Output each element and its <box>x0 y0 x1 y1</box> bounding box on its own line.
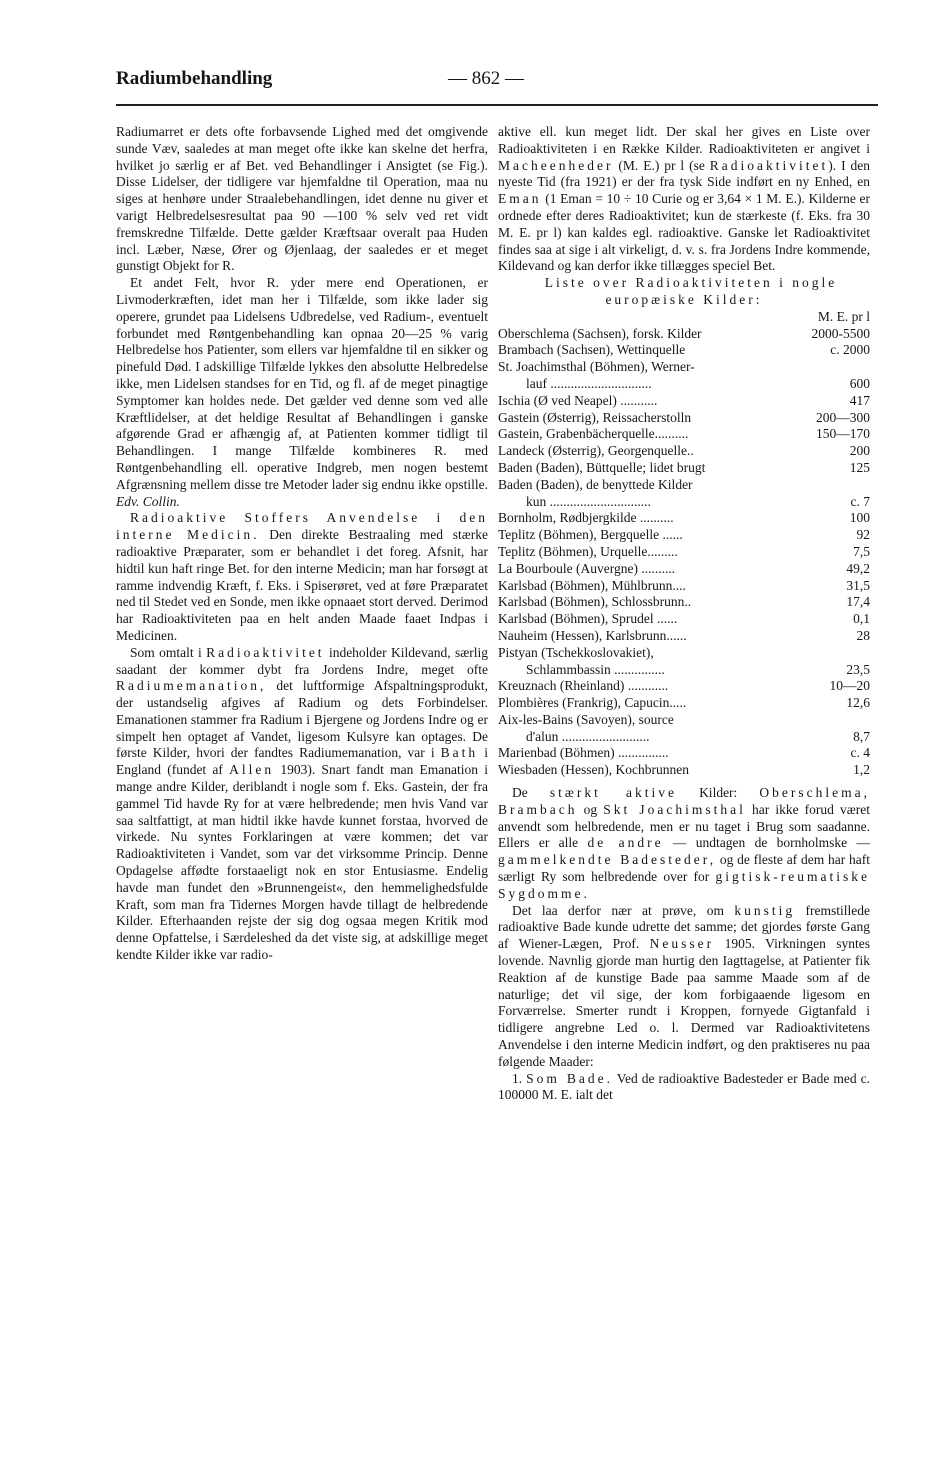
source-name: Karlsbad (Böhmen), Schlossbrunn.. <box>498 594 692 610</box>
source-row <box>498 393 870 410</box>
source-row <box>498 695 870 712</box>
source-name: St. Joachimsthal (Böhmen), Werner- <box>498 359 695 375</box>
source-value: 7,5 <box>853 543 870 559</box>
source-value: c. 2000 <box>830 342 870 358</box>
emphasis: stærkt aktive <box>549 785 677 801</box>
source-row <box>498 645 870 662</box>
source-row <box>498 494 870 511</box>
source-name: Kreuznach (Rheinland) ............ <box>498 678 669 694</box>
source-row <box>498 376 870 393</box>
list-heading: Liste over Radioaktiviteten i nogle europæiske Kilder: <box>544 275 838 307</box>
paragraph-text: Den direkte Bestraaling med stærke radioaktive Præparater, som er behandlet i det foreg. Afsnit, har hidtil kun haft ringe Bet. for den interne Medicin; man har forsøgt at ramme indvendig Kræft, f. Eks. i Spiserøret, ved at føre Præparatet ned til Stedet ved en Sonde, men ikke opnaaet stort derved. Derimod har Radioaktiviteten paa en helt anden Maade faaet Indpas i Medicinen. <box>116 527 488 643</box>
source-name: Baden (Baden), de benyttede Kilder <box>498 476 693 492</box>
emphasis: kunstig <box>734 902 796 918</box>
source-value: c. 4 <box>850 745 870 761</box>
emphasis: gigtisk-reumatiske Sygdomme. <box>498 869 871 901</box>
source-name: Bornholm, Rødbjergkilde .......... <box>498 510 674 526</box>
paragraph-internal-medicine <box>116 510 488 644</box>
source-value: 1,2 <box>853 762 870 778</box>
text-run: 1905. Virkningen syntes lovende. Navnlig gjorde man hurtig den Iagttagelse, at Patienter fik Reaktion af de kunstige Bade paa samme Maade som af de naturlige; det vil sige, der kom forbigaaende ligesom en Forværrelse. Smerter rundt i Kroppen, fornyede Gigtanfald i tidligere angrebne Led o. l. Dermed var Radioaktivitetens Anvendelse i den interne Medicin indført, og den praktiseres nu paa følgende Maader: <box>498 936 870 1069</box>
emphasis: Som Bade. <box>526 1070 613 1086</box>
source-name: Ischia (Ø ved Neapel) ........... <box>498 392 658 408</box>
emphasis: Radiumemanation, <box>116 678 267 694</box>
left-column <box>116 124 488 964</box>
source-value: 125 <box>849 459 870 475</box>
source-row <box>498 594 870 611</box>
paragraph-radium-scar: Radiumarret er dets ofte forbavsende Lighed med det omgivende sunde Væv, saaledes at man meget ofte ikke kan skelne det herfra, hvilket jo særlig er af Bet. ved Behandlinger i Ansigtet (se Fig.). Disse Lidelser, der tidligere var hjemfaldne til Operation, maa nu siges at henhøre under Straalebehandlingen, idet denne nu giver et varigt Helbredelsesresultat paa 90 —100 % selv ved ret vidt fremskredne Tilfælde. Dette gælder Kræftsaar overalt paa Huden incl. Læber, Næse, Ører og Øjenlaag, der saaledes er et meget gunstigt Objekt for R. <box>116 124 488 274</box>
text-run: aktive ell. kun meget lidt. Der skal her gives en Liste over Radioaktiviteten i en Række Kilder. Radioaktiviteten er angivet i <box>498 124 870 156</box>
source-value: 200—300 <box>816 409 870 425</box>
emphasis: Skt Joachimsthal <box>603 801 746 817</box>
source-value: 28 <box>856 627 870 643</box>
page-number: — 862 — <box>448 68 524 89</box>
source-value <box>798 359 870 376</box>
text-run: i England (fundet af <box>116 745 489 778</box>
section-heading: Radioaktive Stoffers Anvendelse i den interne Medicin. <box>116 510 488 543</box>
source-value: 200 <box>849 443 870 459</box>
source-value: 100 <box>849 510 870 526</box>
source-name: Brambach (Sachsen), Wettinquelle <box>498 342 686 358</box>
author-signature: Edv. Collin. <box>116 493 180 509</box>
source-row <box>498 342 870 359</box>
source-name: kun .............................. <box>526 493 651 509</box>
source-name: Baden (Baden), Büttquelle; lidet brugt <box>498 459 706 475</box>
source-name: Nauheim (Hessen), Karlsbrunn...... <box>498 627 687 643</box>
text-run: Ved de radioaktive Badesteder er Bade med c. 100000 M. E. ialt det <box>498 1070 871 1103</box>
source-name: Oberschlema (Sachsen), forsk. Kilder <box>498 325 702 341</box>
text-run: 1903). Snart fandt man Emanation i mange andre Kilder, deriblandt i nogle som f. Eks. Gastein, der fra gammel Tid havde Ry for at være helbredende; men hvis Vand var saa saltfattigt, at man hidtil ikke havde kunnet forstaa, hvorved de virkede. Nu syntes Forklaringen at være kommen; det var Radioaktiviteten i Vandet, som var det virksomme Princip. Denne Opdagelse affødte forstaaeligt nok en stor Entusiasme. Endelig havde man fundet den »Brunnengeist«, den hemmelighedsfulde Kraft, som man fra Tidernes Morgen havde tillagt de helbredende Kilder. Efterhaanden rejste der sig dog ogsaa megen Kritik mod denne Opfattelse, i Særdeleshed da det viste sig, at adskillige meget kendte Kilder ikke var radio- <box>116 762 489 963</box>
source-name: Karlsbad (Böhmen), Sprudel ...... <box>498 611 678 627</box>
text-run: og <box>583 801 598 817</box>
source-value: 150—170 <box>816 426 870 442</box>
header-rule <box>116 104 878 106</box>
source-value: c. 7 <box>850 493 870 509</box>
text-run: Som omtalt i <box>130 644 202 660</box>
source-value: 12,6 <box>846 695 870 711</box>
paragraph-text: Et andet Felt, hvor R. yder mere end Operationen, er Livmoderkræften, idet man her i Tilfælde, som ikke lader sig operere, grundet paa Lidelsens Udbredelse, ved Radium-, eventuelt forbundet med Røntgenbehandling kan opnaa 20—25 % varig Helbredelse hos Patienter, som ellers var hjemfaldne til en sikker og pinefuld Død. I adskillige Tilfælde lykkes den absolutte Helbredelse ikke, men Lidelsen standses for en Tid, og fl. af de meget pinagtige Symptomer kan holdes nede. Det gælder ved denne som ved alle Kræftlidelser, at det heldige Resultat af Behandlingen i ganske afgørende Grad er afhængig af, at Patienten kommer tidligt til Behandlingen. I mange Tilfælde kombineres R. med Røntgenbehandling ell. operative Indgreb, men nogen bestemt Afgrænsning mellem disse tre Metoder lader sig endnu ikke opstille. <box>116 275 488 492</box>
source-name: Wiesbaden (Hessen), Kochbrunnen <box>498 762 690 778</box>
text-run: — undtagen de bornholmske — <box>672 835 870 851</box>
text-run: Det laa derfor nær at prøve, om <box>512 902 724 918</box>
source-row <box>498 729 870 746</box>
emphasis: Neusser <box>649 936 715 952</box>
running-title: Radiumbehandling <box>116 68 273 89</box>
source-row <box>498 611 870 628</box>
text-run: ). I den nyeste Tid (fra 1921) er der fra tysk Side indført en ny Enhed, en <box>498 157 871 190</box>
text-run: De <box>512 785 528 801</box>
source-row <box>498 527 870 544</box>
text-run: (M. E.) pr l (se <box>618 157 705 173</box>
source-value: 23,5 <box>846 661 870 677</box>
paragraph-artificial-baths <box>498 903 870 1071</box>
source-row <box>498 578 870 595</box>
source-row <box>498 477 870 494</box>
source-name: Schlammbassin ............... <box>526 661 665 677</box>
source-row <box>498 426 870 443</box>
source-value: 49,2 <box>846 560 870 576</box>
source-name: Pistyan (Tschekkoslovakiet), <box>498 644 654 660</box>
source-name: La Bourboule (Auvergne) .......... <box>498 560 676 576</box>
page-header <box>116 68 876 98</box>
source-name: Karlsbad (Böhmen), Mühlbrunn.... <box>498 577 686 593</box>
source-row <box>498 510 870 527</box>
source-row <box>498 678 870 695</box>
source-name: Landeck (Østerrig), Georgenquelle.. <box>498 443 694 459</box>
source-value: 17,4 <box>846 594 870 610</box>
source-name: Gastein (Østerrig), Reissacherstolln <box>498 409 692 425</box>
text-run: 1. <box>512 1070 523 1086</box>
source-row <box>498 762 870 779</box>
source-value: 600 <box>849 375 870 391</box>
text-run: (1 Eman = 10 ÷ 10 Curie og er 3,64 × 1 M. E.). Kilderne er ordnede efter deres Radioaktivitet; kun de stærkeste (f. Eks. fra 30 M. E. pr l) kan kaldes egl. radioaktive. Ganske let Radioaktivitet findes saa at sige i alt virkeligt, d. v. s. fra Jordens Indre kommende, Kildevand og kan derfor ikke tillægges speciel Bet. <box>498 191 870 274</box>
paragraph-list-intro <box>498 124 870 275</box>
text-run: fremstillede radioaktive Bade kunde udrette det samme; det gjordes første Gang af Wiener-Lægen, Prof. <box>498 902 871 952</box>
source-name: Teplitz (Böhmen), Bergquelle ...... <box>498 527 683 543</box>
paragraph-uterine-cancer <box>116 275 488 510</box>
source-row <box>498 662 870 679</box>
source-row <box>498 745 870 762</box>
source-value: 8,7 <box>853 728 870 744</box>
cross-reference: Radioaktivitet <box>206 644 325 660</box>
source-value: 31,5 <box>846 577 870 593</box>
emphasis: Oberschlema, Brambach <box>498 785 871 817</box>
paragraph-strong-sources <box>498 785 870 903</box>
text-run: det luftformige Afspaltningsprodukt, der ustandselig afgives af Radium og dets Forbindelser. Emanationen stammer fra Radium i Bjergene og Jordens Indre og er simpelt hen optaget af Vandet, ligesom Kulsyre kan optages. De første Kilder, hvori der fandtes Radiumemanation, var i <box>116 678 488 761</box>
list-unit: M. E. pr l <box>817 308 870 324</box>
emphasis: Bath <box>440 745 479 761</box>
source-name: d'alun .......................... <box>526 728 650 744</box>
source-row <box>498 628 870 645</box>
emphasis: Macheenheder <box>498 157 614 173</box>
paragraph-as-baths <box>498 1071 870 1105</box>
source-value: 10—20 <box>829 678 870 694</box>
source-row <box>498 712 870 729</box>
emphasis: Allen <box>229 762 275 778</box>
source-value: 2000-5500 <box>811 325 870 341</box>
source-name: Gastein, Grabenbächerquelle.......... <box>498 426 689 442</box>
source-row <box>498 460 870 477</box>
cross-reference: Radioaktivitet <box>709 157 829 173</box>
right-column <box>498 124 870 1104</box>
source-row <box>498 443 870 460</box>
source-value <box>798 477 870 494</box>
source-name: Aix-les-Bains (Savoyen), source <box>498 711 674 727</box>
source-value: 92 <box>856 527 870 543</box>
source-value <box>798 645 870 662</box>
text-run: og de fleste af dem har haft særligt Ry som helbredende over for <box>498 852 871 885</box>
source-row <box>498 544 870 561</box>
source-value: 417 <box>849 392 870 408</box>
source-row <box>498 561 870 578</box>
source-row <box>498 410 870 427</box>
emphasis: de andre <box>587 835 664 851</box>
source-name: Plombières (Frankrig), Capucin..... <box>498 695 687 711</box>
source-name: lauf .............................. <box>526 375 652 391</box>
source-name: Teplitz (Böhmen), Urquelle......... <box>498 543 678 559</box>
source-row <box>498 326 870 343</box>
emphasis: gammelkendte Badesteder, <box>498 852 717 868</box>
paragraph-spring-water <box>116 645 488 964</box>
text-run: indeholder Kildevand, særlig saadant der kommer dybt fra Jordens Indre, meget ofte <box>116 644 488 677</box>
source-value: 0,1 <box>853 611 870 627</box>
emphasis: Eman <box>498 191 542 207</box>
source-value <box>798 712 870 729</box>
text-run: Kilder: <box>699 785 738 801</box>
source-row <box>498 359 870 376</box>
text-run: har ikke forud været anvendt som helbredende, men er nu taget i Brug som saadanne. Ellers er alle <box>498 801 871 851</box>
source-list <box>498 326 870 780</box>
source-name: Marienbad (Böhmen) ............... <box>498 745 669 761</box>
